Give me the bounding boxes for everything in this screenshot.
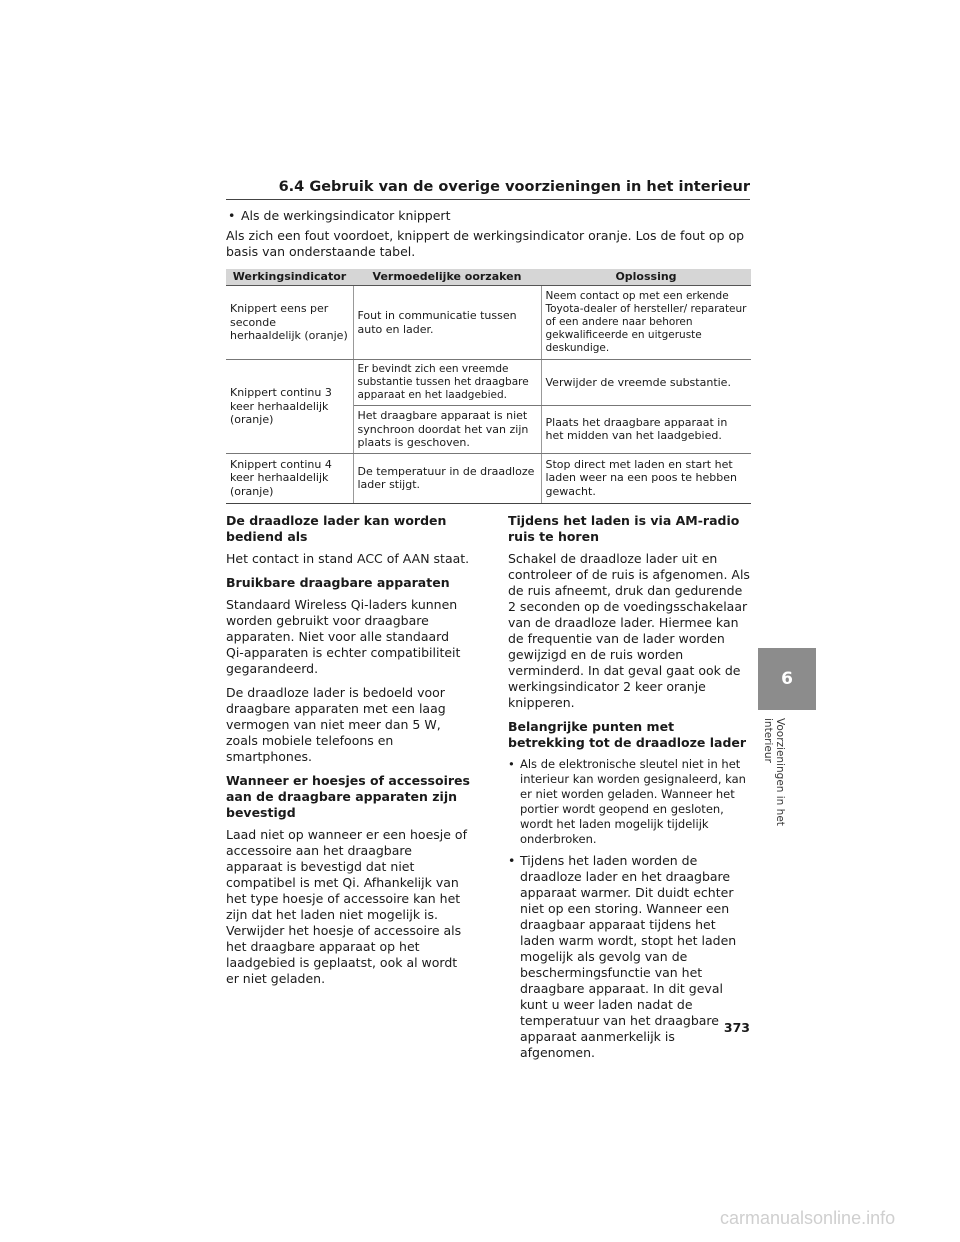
paragraph-power: De draadloze lader is bedoeld voor draagbare apparaten met een laag vermogen van niet meer dan 5 W, zoals mobiele telefoons en smartphones.	[226, 685, 446, 764]
intro-paragraph: Als zich een fout voordoet, knippert de werkingsindicator oranje. Los de fout op op basis van onderstaande tabel.	[226, 228, 745, 259]
right-column	[508, 513, 752, 1067]
table-cell-indicator: Knippert continu 4 keer herhaaldelijk (oranje)	[226, 453, 353, 503]
paragraph-cases: Laad niet op wanneer er een hoesje of accessoire aan het draagbare apparaat is bevestigd dat niet compatibel is met Qi. Afhankelijk van het type hoesje of accessoire kan het zijn dat het laden niet mogelijk is. Verwijder het hoesje of accessoire als het draagbare apparaat op het laadgebied is geplaatst, ook al wordt er niet geladen.	[226, 827, 467, 986]
heading-cases: Wanneer er hoesjes of accessoires aan de draagbare apparaten zijn bevestigd	[226, 773, 470, 820]
heading-important-points: Belangrijke punten met betrekking tot de draadloze lader	[508, 719, 747, 750]
intro-section	[226, 208, 750, 260]
table-row	[226, 360, 751, 406]
table-cell-solution: Neem contact op met een erkende Toyota-dealer of hersteller/ reparateur of een andere naar behoren gekwalificeerde en uitgeruste deskundige.	[541, 286, 751, 360]
table-cell-cause: De temperatuur in de draadloze lader stijgt.	[353, 453, 541, 503]
column-header-solution: Oplossing	[541, 269, 751, 286]
table-cell-solution: Stop direct met laden en start het laden weer na een poos te hebben gewacht.	[541, 453, 751, 503]
section-header: 6.4 Gebruik van de overige voorzieningen in het interieur	[278, 179, 750, 195]
table-row	[226, 453, 751, 503]
chapter-tab: 6	[758, 648, 816, 710]
table-cell-cause: Het draagbare apparaat is niet synchroon doordat het van zijn plaats is geschoven.	[353, 406, 541, 454]
paragraph-operation: Het contact in stand ACC of AAN staat.	[226, 551, 470, 566]
heading-operation: De draadloze lader kan worden bediend als	[226, 513, 447, 544]
intro-bullet: • Als de werkingsindicator knippert	[226, 208, 750, 224]
header-divider	[226, 199, 750, 200]
table-row	[226, 286, 751, 360]
table-header-row	[226, 269, 751, 286]
important-points-list	[508, 757, 752, 1061]
heading-usable-devices: Bruikbare draagbare apparaten	[226, 575, 450, 590]
list-item: • Tijdens het laden worden de draadloze lader en het draagbare apparaat warmer. Dit duidt echter niet op een storing. Wanneer een draagbaar apparaat tijdens het laden warm wordt, stopt het laden mogelijk als gevolg van de beschermingsfunctie van het draagbare apparaat. In dit geval kunt u weer laden nadat de temperatuur van het draagbare apparaat aanmerkelijk is afgenomen.	[508, 853, 752, 1061]
column-header-indicator: Werkingsindicator	[226, 269, 353, 286]
indicator-table	[226, 269, 751, 504]
chapter-label: Voorzieningen in het interieur	[762, 718, 786, 826]
table-cell-cause: Fout in communicatie tussen auto en lader.	[353, 286, 541, 360]
table-cell-indicator: Knippert eens per seconde herhaaldelijk (oranje)	[226, 286, 353, 360]
list-item: • Als de elektronische sleutel niet in het interieur kan worden gesignaleerd, kan er niet worden geladen. Wanneer het portier wordt geopend en gesloten, wordt het laden mogelijk tijdelijk onderbroken.	[508, 757, 752, 847]
paragraph-qi: Standaard Wireless Qi-laders kunnen worden gebruikt voor draagbare apparaten. Niet voor alle standaard Qi-apparaten is echter compatibiliteit gegarandeerd.	[226, 597, 461, 676]
table-cell-solution: Plaats het draagbare apparaat in het midden van het laadgebied.	[541, 406, 751, 454]
table-cell-indicator: Knippert continu 3 keer herhaaldelijk (oranje)	[226, 360, 353, 454]
column-header-cause: Vermoedelijke oorzaken	[353, 269, 541, 286]
paragraph-am-noise: Schakel de draadloze lader uit en controleer of de ruis is afgenomen. Als de ruis afneemt, druk dan gedurende 2 seconden op de voedingsschakelaar van de draadloze lader. Hiermee kan de frequentie van de lader worden gewijzigd en de ruis worden verminderd. In dat geval gaat ook de werkingsindicator 2 keer oranje knipperen.	[508, 551, 750, 710]
left-column	[226, 513, 470, 995]
watermark: carmanualsonline.info	[720, 1208, 896, 1228]
table-cell-cause: Er bevindt zich een vreemde substantie tussen het draagbare apparaat en het laadgebied.	[353, 360, 541, 406]
heading-am-noise: Tijdens het laden is via AM-radio ruis te horen	[508, 513, 740, 544]
table-cell-solution: Verwijder de vreemde substantie.	[541, 360, 751, 406]
page-number: 373	[723, 1020, 750, 1035]
